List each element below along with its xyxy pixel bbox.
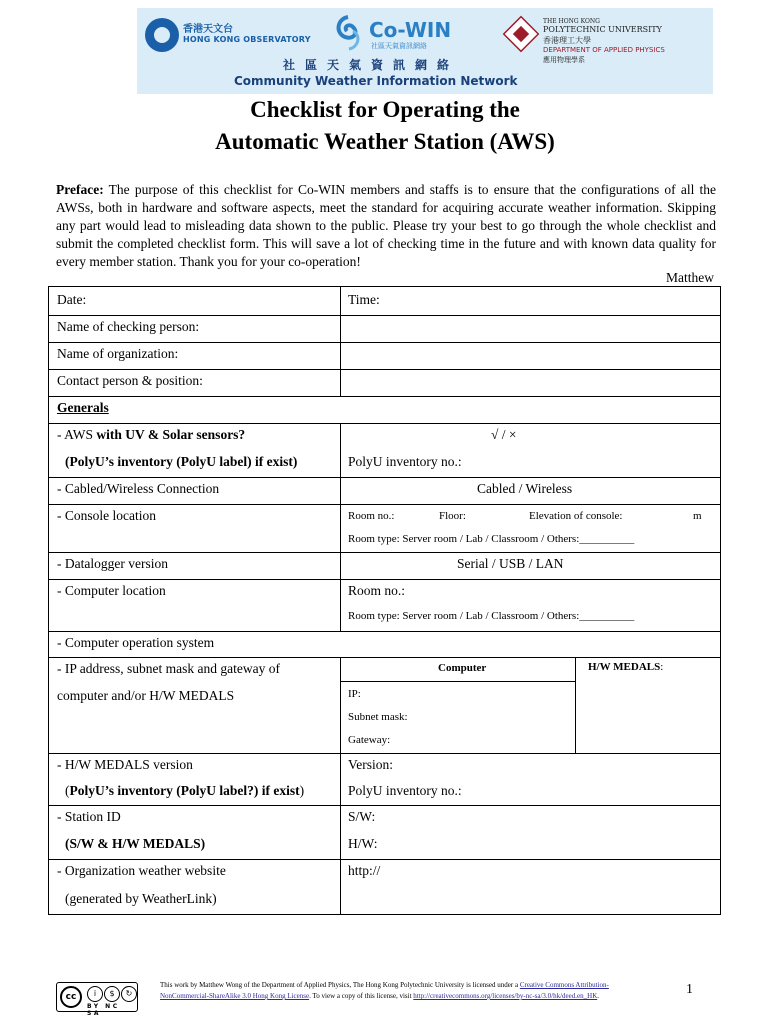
observatory-name-en: HONG KONG OBSERVATORY [183, 35, 311, 44]
cc-icon: cc [60, 986, 82, 1008]
polyu-inventory-no-label: PolyU inventory no.: [348, 454, 462, 469]
page-title-line2: Automatic Weather Station (AWS) [215, 129, 555, 154]
sw-hw-medals-label: (S/W & H/W MEDALS) [65, 836, 206, 851]
table-row-station-id [48, 805, 721, 859]
hw-label: H/W: [348, 836, 378, 851]
hw-medals-header-label: H/W MEDALS [588, 661, 661, 673]
subnet-mask-label: Subnet mask: [348, 711, 408, 723]
contact-field[interactable] [341, 370, 720, 396]
polyu-name-line1: THE HONG KONG [543, 18, 600, 25]
station-id-label: - Station ID [57, 809, 121, 824]
hw-medals-column-header [588, 661, 663, 673]
hw-inventory-close: ) [299, 783, 305, 798]
license-text2: . To view a copy of this license, visit [309, 992, 414, 1000]
table-row-console-location [48, 504, 721, 552]
license-link[interactable]: Creative Commons Attribution-NonCommercial-ShareAlike 3.0 Hong Kong License [160, 981, 609, 1000]
creative-commons-badge[interactable] [56, 982, 138, 1017]
datalogger-options[interactable]: Serial / USB / LAN [457, 556, 564, 571]
version-label: Version: [348, 757, 393, 772]
table-row-hw-medals-version [48, 753, 721, 805]
co-win-name-zh-small: 社區天氣資訊網絡 [371, 42, 427, 50]
table-row-org-website [48, 859, 721, 914]
table-row-checking-person [48, 315, 721, 342]
page-number: 1 [686, 982, 693, 997]
hong-kong-observatory-logo [145, 18, 179, 52]
console-floor-label: Floor: [439, 510, 466, 522]
hw-medals-header-colon: : [660, 661, 664, 673]
co-win-name-zh: 社區天氣資訊網絡 [283, 58, 460, 72]
sw-label: S/W: [348, 809, 376, 824]
console-location-label: - Console location [57, 508, 156, 523]
computer-room-type-blank[interactable]: __________ [579, 610, 635, 622]
organization-field[interactable] [341, 343, 720, 369]
table-row-computer-os [48, 631, 721, 657]
observatory-name-zh: 香港天文台 [183, 24, 233, 35]
aws-prefix: - AWS [57, 427, 97, 442]
by-icon: i [87, 986, 103, 1002]
organization-label: Name of organization: [57, 346, 179, 361]
console-room-type-label: Room type: Server room / Lab / Classroom / Others: [348, 533, 580, 545]
computer-room-no-label: Room no.: [348, 583, 406, 598]
sa-icon: ↻ [121, 986, 137, 1002]
table-row-computer-location [48, 579, 721, 631]
page-title-line1: Checklist for Operating the [250, 97, 520, 122]
console-room-type-blank[interactable]: __________ [579, 533, 635, 545]
table-row-contact [48, 369, 721, 396]
cc-label: BY NC SA [87, 1003, 120, 1017]
ip-address-label-line2: computer and/or H/W MEDALS [57, 688, 235, 703]
aws-bold-label: with UV & Solar sensors? [96, 427, 246, 442]
time-label: Time: [348, 292, 380, 307]
table-bottom-border [48, 914, 721, 915]
console-elevation-unit: m [693, 510, 702, 522]
table-row-date-time [48, 286, 721, 315]
computer-room-type [348, 610, 634, 622]
license-text1: This work by Matthew Wong of the Department of Applied Physics, The Hong Kong Polytechnic University is licensed under a [160, 981, 520, 989]
time-field[interactable] [341, 287, 720, 315]
console-room-no-label: Room no.: [348, 510, 395, 522]
nc-icon: $ [104, 986, 120, 1002]
table-row-organization [48, 342, 721, 369]
datalogger-label: - Datalogger version [57, 556, 168, 571]
ip-address-label-line1: - IP address, subnet mask and gateway of [57, 661, 280, 676]
co-win-name: Co-WIN [369, 18, 452, 42]
cabled-wireless-label: - Cabled/Wireless Connection [57, 481, 220, 496]
console-room-type [348, 533, 634, 545]
co-win-name-en: Community Weather Information Network [234, 74, 518, 88]
computer-location-label: - Computer location [57, 583, 166, 598]
contact-label: Contact person & position: [57, 373, 203, 388]
table-row-generals [48, 396, 721, 423]
preface-text: The purpose of this checklist for Co-WIN members and staffs is to ensure that the configurations of all the AWSs, both in hardware and software aspects, meet the standard for acquiring accurate weather information. Skipping any part would lead to misleading data shown to the public. Please try your best to go through the whole checklist and submit the completed checklist form. This will save a lot of checking time in the future and with known data quality for every member station. Thank you for your co-operation! [56, 182, 716, 269]
date-label: Date: [57, 292, 87, 307]
computer-os-label: - Computer operation system [57, 635, 215, 650]
cabled-wireless-options[interactable]: Cabled / Wireless [477, 481, 573, 496]
generated-by-label: (generated by WeatherLink) [65, 891, 217, 906]
generals-heading: Generals [57, 400, 109, 415]
checking-person-field[interactable] [341, 316, 720, 342]
license-text3: . [597, 992, 599, 1000]
polyu-department: DEPARTMENT OF APPLIED PHYSICS [543, 46, 665, 54]
header-banner [137, 8, 713, 94]
co-win-swirl-logo [333, 13, 363, 53]
license-footer [160, 980, 640, 1002]
hw-inventory-label [65, 783, 304, 799]
website-field[interactable] [341, 860, 720, 914]
computer-room-type-label: Room type: Server room / Lab / Classroom / Others: [348, 610, 580, 622]
table-row-aws-sensors [48, 423, 721, 477]
polyu-name-zh: 香港理工大學 [543, 36, 591, 45]
table-row-datalogger [48, 552, 721, 579]
polyu-logo [503, 16, 540, 53]
hw-polyu-inventory-no-label: PolyU inventory no.: [348, 783, 462, 798]
computer-column-header: Computer [438, 662, 487, 674]
polyu-name-line2: POLYTECHNIC UNIVERSITY [543, 25, 662, 34]
console-elevation-label: Elevation of console: [529, 510, 623, 522]
hw-inventory-bold: PolyU’s inventory (PolyU label?) if exist [69, 783, 300, 798]
checking-person-label: Name of checking person: [57, 319, 200, 334]
org-website-label: - Organization weather website [57, 863, 226, 878]
hw-medals-version-label: - H/W MEDALS version [57, 757, 193, 772]
polyu-inventory-label: (PolyU’s inventory (PolyU label) if exist) [65, 454, 298, 469]
http-label: http:// [348, 863, 381, 878]
preface-paragraph [56, 181, 716, 271]
aws-sensors-options[interactable]: √ / × [491, 427, 517, 442]
table-row-ip-address [48, 657, 721, 753]
preface-label: Preface: [56, 182, 104, 197]
table-row-cabled-wireless [48, 477, 721, 504]
polyu-department-zh: 應用物理學系 [543, 56, 585, 64]
preface-signature: Matthew [666, 270, 714, 285]
license-url-link[interactable]: http://creativecommons.org/licenses/by-nc-sa/3.0/hk/deed.en_HK [413, 992, 598, 1000]
aws-sensors-label [57, 427, 245, 443]
hw-inventory-open: ( [65, 783, 70, 798]
ip-subtable [341, 658, 720, 753]
ip-label: IP: [348, 688, 361, 700]
gateway-label: Gateway: [348, 734, 391, 746]
